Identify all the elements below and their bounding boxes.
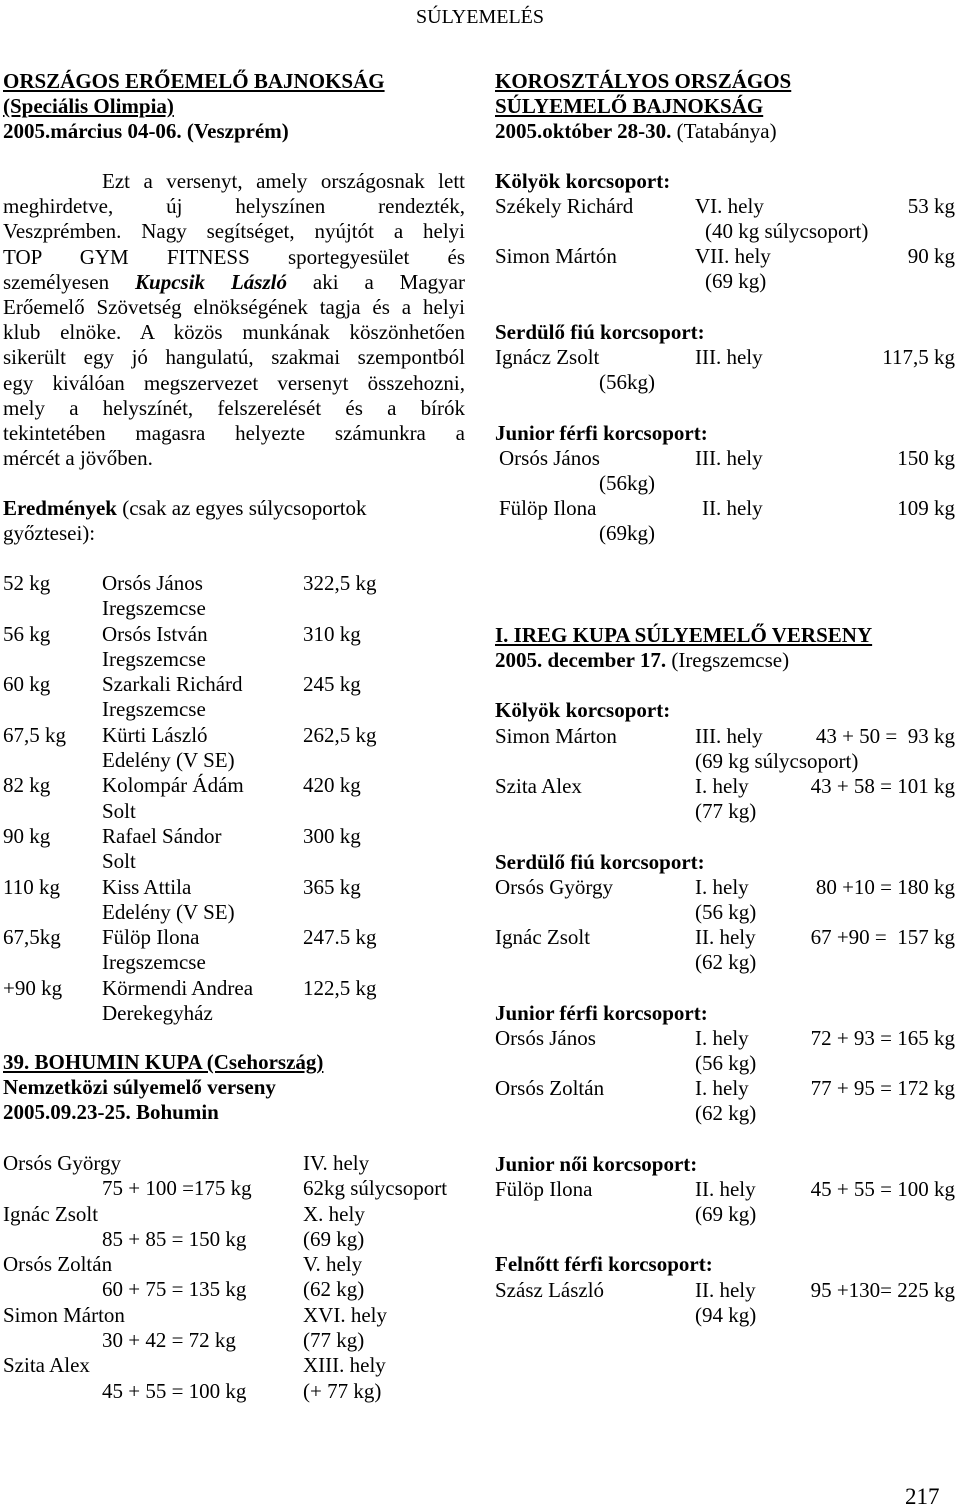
- weight-class: (62 kg): [303, 1277, 365, 1302]
- club-name: Solt: [102, 798, 136, 823]
- result-value: 90 kg: [907, 244, 955, 268]
- weight-class: (69 kg súlycsoport): [695, 749, 859, 774]
- page-title: SÚLYEMELÉS: [416, 6, 544, 28]
- results-intro-line-2: győztesei):: [3, 521, 96, 545]
- paragraph-line: meghirdetve, új helyszínen rendezték,: [3, 194, 465, 219]
- results-intro: [3, 496, 367, 521]
- club-name: Edelény (V SE): [102, 899, 235, 924]
- placement: II. hely: [702, 496, 763, 520]
- section-title-line-1: ORSZÁGOS ERŐEMELŐ BAJNOKSÁG: [3, 69, 385, 93]
- placement: VII. hely: [695, 244, 771, 268]
- score: 45 + 55 = 100 kg: [102, 1378, 247, 1403]
- placement: XVI. hely: [303, 1302, 387, 1327]
- athlete-name: Körmendi Andrea: [102, 975, 254, 1000]
- paragraph-text: aki a Magyar: [286, 269, 465, 294]
- club-name: Iregszemcse: [102, 596, 206, 621]
- weight-class: 110 kg: [3, 874, 60, 899]
- paragraph-line: mércét a jövőben.: [3, 446, 153, 471]
- score: 75 + 100 =175 kg: [102, 1176, 252, 1201]
- athlete-name: Orsós János: [499, 446, 600, 470]
- paragraph-line: sikerült egy jó hangulatú, szakmai szempontból: [3, 345, 465, 370]
- ireg-date-place: (Iregszemcse): [666, 648, 790, 672]
- score: 67 +90 = 157 kg: [810, 925, 955, 949]
- weight-class: 90 kg: [3, 824, 51, 848]
- athlete-name: Ignác Zsolt: [495, 925, 591, 949]
- result-value: 245 kg: [303, 672, 361, 697]
- right-date: [495, 119, 777, 144]
- athlete-name: Ignácz Zsolt: [495, 345, 600, 369]
- athlete-name: Simon Márton: [3, 1302, 125, 1327]
- age-group-heading: Serdülő fiú korcsoport:: [495, 320, 705, 344]
- weight-class: (69 kg): [695, 1202, 757, 1227]
- club-name: Iregszemcse: [102, 697, 206, 722]
- right-title-line-2: SÚLYEMELŐ BAJNOKSÁG: [495, 94, 764, 118]
- placement: III. hely: [695, 345, 763, 369]
- placement: I. hely: [695, 1076, 749, 1100]
- athlete-name: Fülöp Ilona: [499, 496, 597, 520]
- weight-class: (77 kg): [695, 799, 757, 824]
- athlete-name: Fülöp Ilona: [102, 925, 200, 950]
- weight-class: (56 kg): [695, 900, 757, 925]
- athlete-name: Fülöp Ilona: [495, 1177, 593, 1201]
- right-date-place: (Tatabánya): [671, 119, 777, 143]
- weight-class: 67,5kg: [3, 925, 61, 950]
- club-name: Solt: [102, 849, 136, 874]
- highlighted-name: Kupcsik László: [135, 269, 287, 294]
- weight-class: (40 kg súlycsoport): [705, 219, 869, 244]
- athlete-name: Szarkali Richárd: [102, 672, 243, 697]
- right-date-bold: 2005.október 28-30.: [495, 119, 672, 143]
- athlete-name: Orsós Zoltán: [3, 1252, 113, 1277]
- placement: X. hely: [303, 1201, 365, 1226]
- page-header: [0, 5, 960, 30]
- weight-class: 52 kg: [3, 571, 51, 595]
- score: 95 +130= 225 kg: [810, 1278, 955, 1302]
- section-date: 2005.március 04-06. (Veszprém): [3, 119, 289, 143]
- placement: II. hely: [695, 925, 756, 949]
- placement: XIII. hely: [303, 1353, 386, 1378]
- score: 80 +10 = 180 kg: [815, 875, 955, 899]
- paragraph-line: TOP GYM FITNESS sportegyesület és: [3, 244, 465, 269]
- athlete-name: Orsós Zoltán: [495, 1076, 605, 1100]
- score: 43 + 50 = 93 kg: [815, 724, 955, 748]
- athlete-name: Rafael Sándor: [102, 824, 222, 848]
- paragraph-line: klub elnöke. A közös munkának köszönhetően: [3, 320, 465, 345]
- weight-class: (62 kg): [695, 1101, 757, 1126]
- athlete-name: Kürti László: [102, 722, 208, 747]
- result-value: 109 kg: [897, 496, 955, 520]
- placement: I. hely: [695, 875, 749, 899]
- result-value: 53 kg: [907, 194, 955, 218]
- weight-class: (69 kg): [705, 269, 767, 294]
- weight-class: (62 kg): [695, 950, 757, 975]
- score: 45 + 55 = 100 kg: [810, 1177, 955, 1201]
- athlete-name: Kolompár Ádám: [102, 773, 244, 798]
- age-group-heading: Junior férfi korcsoport:: [495, 421, 708, 445]
- bohumin-title: 39. BOHUMIN KUPA (Csehország): [3, 1050, 324, 1074]
- placement: IV. hely: [303, 1151, 370, 1175]
- paragraph-line: egy kiválóan megszervezet versenyt összehozni,: [3, 370, 465, 395]
- page-number: 217: [905, 1484, 940, 1509]
- athlete-name: Szász László: [495, 1278, 605, 1302]
- results-text: (csak az egyes súlycsoportok: [116, 496, 367, 520]
- paragraph-line: Ezt a versenyt, amely országosnak lett: [102, 169, 465, 193]
- result-value: 117,5 kg: [882, 345, 955, 369]
- score: 43 + 58 = 101 kg: [810, 774, 955, 798]
- paragraph-line: [3, 270, 465, 295]
- section-title-line-2: (Speciális Olimpia): [3, 94, 174, 118]
- result-value: 365 kg: [303, 874, 361, 899]
- placement: II. hely: [695, 1278, 756, 1302]
- athlete-name: Orsós János: [495, 1026, 596, 1050]
- weight-class: 67,5 kg: [3, 722, 66, 747]
- ireg-title: I. IREG KUPA SÚLYEMELŐ VERSENY: [495, 623, 873, 647]
- weight-class: (69kg): [599, 521, 655, 546]
- athlete-name: Simon Mártón: [495, 244, 617, 268]
- placement: V. hely: [303, 1252, 363, 1277]
- ireg-date-bold: 2005. december 17.: [495, 648, 667, 672]
- result-value: 420 kg: [303, 773, 361, 798]
- athlete-name: Simon Márton: [495, 724, 617, 748]
- weight-class: (69 kg): [303, 1226, 365, 1251]
- result-value: 322,5 kg: [303, 571, 377, 595]
- club-name: Iregszemcse: [102, 646, 206, 671]
- score: 85 + 85 = 150 kg: [102, 1226, 247, 1251]
- athlete-name: Szita Alex: [3, 1353, 90, 1378]
- age-group-heading: Junior női korcsoport:: [495, 1152, 698, 1176]
- placement: I. hely: [695, 1026, 749, 1050]
- weight-class: (94 kg): [695, 1303, 757, 1328]
- section-paragraph: [3, 169, 465, 471]
- result-value: 122,5 kg: [303, 975, 377, 1000]
- weight-class: 62kg súlycsoport: [303, 1176, 448, 1201]
- club-name: Iregszemcse: [102, 950, 206, 975]
- club-name: Edelény (V SE): [102, 748, 235, 772]
- score: 30 + 42 = 72 kg: [102, 1328, 236, 1352]
- weight-class: 56 kg: [3, 621, 51, 646]
- athlete-name: Székely Richárd: [495, 194, 634, 218]
- bohumin-date: 2005.09.23-25. Bohumin: [3, 1100, 219, 1124]
- weight-class: (56 kg): [695, 1051, 757, 1076]
- result-value: 247.5 kg: [303, 925, 377, 950]
- paragraph-text: személyesen: [3, 269, 136, 294]
- score: 72 + 93 = 165 kg: [810, 1026, 955, 1050]
- athlete-name: Orsós János: [102, 571, 203, 595]
- bohumin-subtitle: Nemzetközi súlyemelő verseny: [3, 1075, 276, 1099]
- placement: I. hely: [695, 774, 749, 798]
- results-label: Eredmények: [3, 496, 117, 520]
- weight-class: (56kg): [599, 370, 655, 395]
- paragraph-line: Veszprémben. Nagy segítséget, nyújtót a helyi: [3, 219, 465, 244]
- ireg-date: [495, 648, 789, 673]
- paragraph-line: tekintetében magasra helyezte számunkra a: [3, 421, 465, 446]
- age-group-heading: Serdülő fiú korcsoport:: [495, 850, 705, 874]
- placement: VI. hely: [695, 194, 764, 218]
- athlete-name: Orsós György: [3, 1151, 122, 1175]
- paragraph-line: mely a helyszínét, felszerelését és a bírók: [3, 395, 465, 420]
- weight-class: (+ 77 kg): [303, 1378, 382, 1403]
- weight-class: +90 kg: [3, 975, 63, 1000]
- athlete-name: Szita Alex: [495, 774, 582, 798]
- result-value: 310 kg: [303, 621, 361, 646]
- age-group-heading: Kölyök korcsoport:: [495, 698, 671, 722]
- weight-class: (56kg): [599, 471, 655, 496]
- age-group-heading: Junior férfi korcsoport:: [495, 1001, 708, 1025]
- age-group-heading: Felnőtt férfi korcsoport:: [495, 1252, 713, 1276]
- result-value: 150 kg: [897, 446, 955, 470]
- placement: II. hely: [695, 1177, 756, 1201]
- age-group-heading: Kölyök korcsoport:: [495, 169, 671, 193]
- weight-class: 60 kg: [3, 672, 51, 697]
- result-value: 300 kg: [303, 824, 361, 848]
- score: 60 + 75 = 135 kg: [102, 1277, 247, 1302]
- score: 77 + 95 = 172 kg: [810, 1076, 955, 1100]
- paragraph-line: Erőemelő Szövetség elnökségének tagja és a helyi: [3, 295, 465, 320]
- weight-class: (77 kg): [303, 1328, 365, 1352]
- placement: III. hely: [695, 446, 763, 470]
- athlete-name: Orsós György: [495, 875, 614, 899]
- athlete-name: Orsós István: [102, 621, 208, 646]
- athlete-name: Ignác Zsolt: [3, 1201, 99, 1226]
- athlete-name: Kiss Attila: [102, 874, 192, 899]
- placement: III. hely: [695, 724, 763, 748]
- weight-class: 82 kg: [3, 773, 51, 798]
- result-value: 262,5 kg: [303, 722, 377, 747]
- club-name: Derekegyház: [102, 1001, 213, 1025]
- right-title-line-1: KOROSZTÁLYOS ORSZÁGOS: [495, 69, 792, 93]
